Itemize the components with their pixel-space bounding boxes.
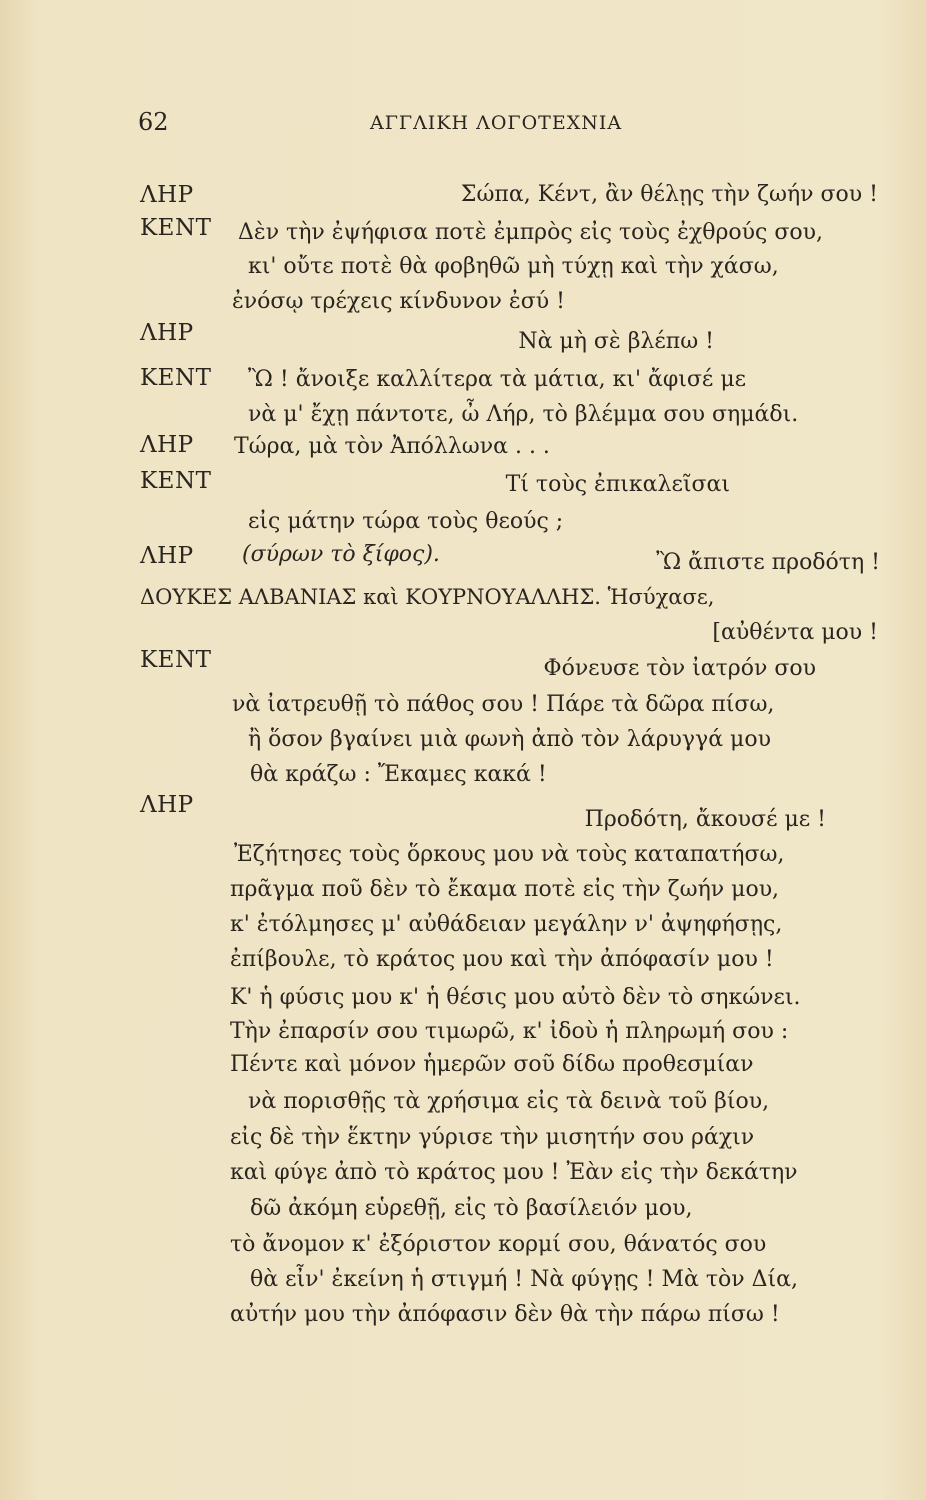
page-header — [138, 108, 838, 148]
verse-line: καὶ φύγε ἀπὸ τὸ κράτος μου ! Ἐὰν εἰς τὴν δεκάτην — [230, 1160, 798, 1185]
verse-line: ἐνόσῳ τρέχεις κίνδυνον ἐσύ ! — [232, 289, 565, 314]
verse-line: Τώρα, μὰ τὸν Ἀπόλλωνα . . . — [234, 434, 550, 459]
speaker-label: ΚΕΝΤ — [140, 647, 212, 673]
verse-line: νὰ μ' ἔχῃ πάντοτε, ὦ Λήρ, τὸ βλέμμα σου σημάδι. — [248, 402, 799, 427]
verse-line: Σώπα, Κέντ, ἂν θέλῃς τὴν ζωήν σου ! — [460, 182, 878, 207]
verse-line: εἰς δὲ τὴν ἕκτην γύρισε τὴν μισητήν σου ράχιν — [230, 1125, 755, 1150]
verse-line: κι' οὔτε ποτὲ θὰ φοβηθῶ μὴ τύχῃ καὶ τὴν χάσω, — [248, 254, 779, 279]
verse-line: εἰς μάτην τώρα τοὺς θεούς ; — [248, 509, 564, 534]
verse-line: ἐπίβουλε, τὸ κράτος μου καὶ τὴν ἀπόφασίν μου ! — [230, 947, 774, 972]
verse-line: κ' ἐτόλμησες μ' αὐθάδειαν μεγάλην ν' ἀψηφήσῃς, — [230, 912, 783, 937]
speaker-label: ΚΕΝΤ — [140, 215, 212, 241]
verse-line: νὰ ἰατρευθῇ τὸ πάθος σου ! Πάρε τὰ δῶρα πίσω, — [232, 692, 775, 717]
speaker-label: ΛΗΡ — [140, 792, 194, 818]
speaker-label: ΛΗΡ — [140, 432, 194, 458]
page-number: 62 — [138, 108, 169, 136]
verse-line: Φόνευσε τὸν ἰατρόν σου — [543, 656, 816, 681]
verse-line: θὰ κράζω : Ἔκαμες κακά ! — [250, 762, 547, 787]
verse-line: ἢ ὅσον βγαίνει μιὰ φωνὴ ἀπὸ τὸν λάρυγγά μου — [248, 727, 771, 752]
verse-line: τὸ ἄνομον κ' ἐξόριστον κορμί σου, θάνατός σου — [230, 1232, 767, 1257]
verse-line: θὰ εἶν' ἐκείνη ἡ στιγμή ! Νὰ φύγῃς ! Μὰ τὸν Δία, — [250, 1267, 798, 1292]
speaker-label: ΚΕΝΤ — [140, 468, 212, 494]
speaker-label: ΚΕΝΤ — [140, 365, 212, 391]
verse-line: Τὴν ἐπαρσίν σου τιμωρῶ, κ' ἰδοὺ ἡ πληρωμή σου : — [230, 1019, 789, 1044]
verse-line: ΔΟΥΚΕΣ ΑΛΒΑΝΙΑΣ καὶ ΚΟΥΡΝΟΥΑΛΛΗΣ. Ἡσύχασε, — [140, 585, 715, 609]
verse-line: Τί τοὺς ἐπικαλεῖσαι — [505, 472, 730, 497]
verse-line: Κ' ἡ φύσις μου κ' ἡ θέσις μου αὐτὸ δὲν τὸ σηκώνει. — [230, 985, 801, 1010]
verse-line: Ἐζήτησες τοὺς ὅρκους μου νὰ τοὺς καταπατήσω, — [234, 842, 785, 867]
speaker-label: ΛΗΡ — [140, 182, 194, 208]
verse-line: δῶ ἀκόμη εὑρεθῇ, εἰς τὸ βασίλειόν μου, — [250, 1196, 693, 1221]
speaker-label: ΛΗΡ — [140, 543, 194, 569]
verse-line: αὐτήν μου τὴν ἀπόφασιν δὲν θὰ τὴν πάρω πίσω ! — [230, 1302, 780, 1327]
verse-line: Πέντε καὶ μόνον ἡμερῶν σοῦ δίδω προθεσμίαν — [230, 1052, 754, 1077]
verse-line: νὰ πορισθῇς τὰ χρήσιμα εἰς τὰ δεινὰ τοῦ βίου, — [248, 1089, 770, 1114]
verse-line: Προδότη, ἄκουσέ με ! — [584, 807, 826, 832]
running-title: ΑΓΓΛΙΚΗ ΛΟΓΟΤΕΧΝΙΑ — [370, 112, 623, 134]
stage-direction: (σύρων τὸ ξίφος). — [242, 542, 440, 567]
verse-line: Δὲν τὴν ἐψήφισα ποτὲ ἐμπρὸς εἰς τοὺς ἐχθρούς σου, — [238, 220, 823, 245]
verse-line: Ὢ ἄπιστε προδότη ! — [656, 550, 880, 575]
verse-line: πρᾶγμα ποῦ δὲν τὸ ἔκαμα ποτὲ εἰς τὴν ζωήν μου, — [230, 877, 780, 902]
verse-line: Ὢ ! ἄνοιξε καλλίτερα τὰ μάτια, κι' ἄφισέ με — [248, 367, 747, 392]
verse-line: Νὰ μὴ σὲ βλέπω ! — [518, 329, 714, 354]
speaker-label: ΛΗΡ — [140, 320, 194, 346]
verse-line: [αὐθέντα μου ! — [712, 620, 878, 645]
